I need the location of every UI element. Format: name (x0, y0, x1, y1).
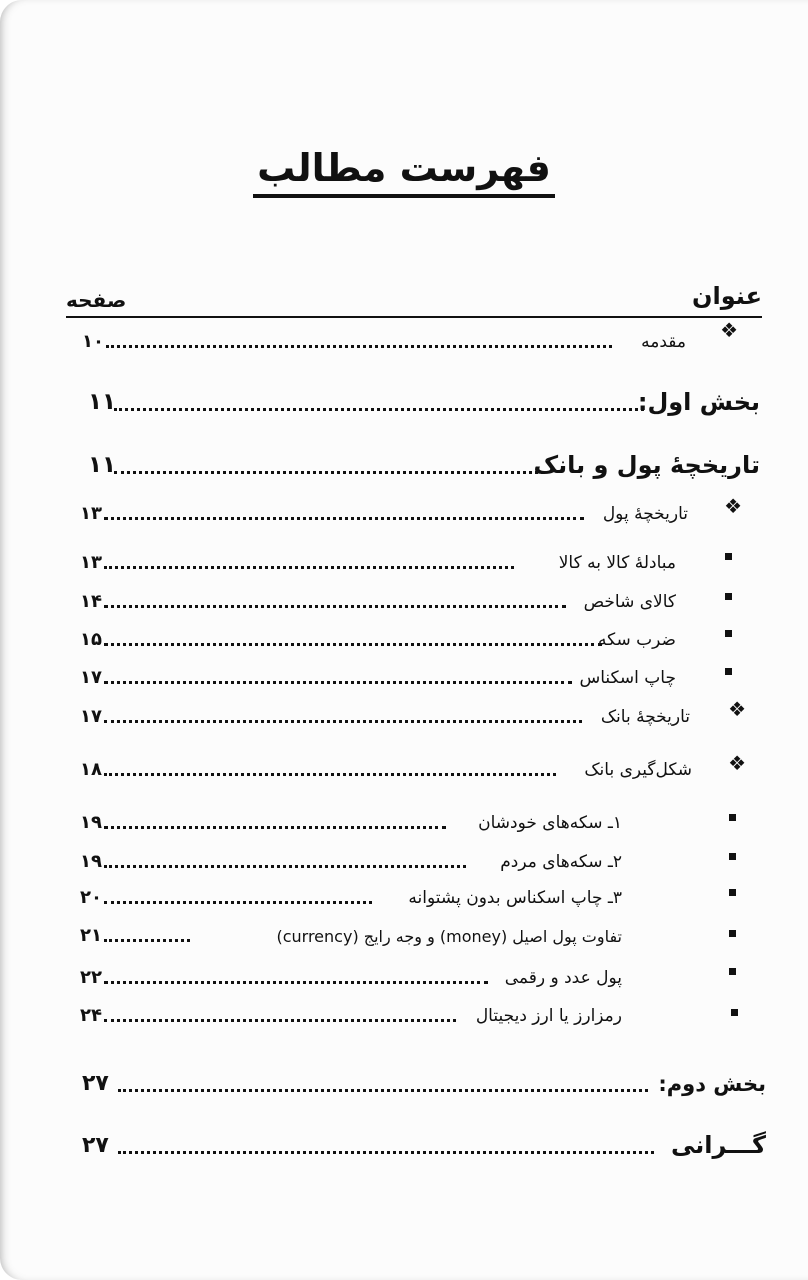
square-bullet-icon (729, 968, 736, 975)
dot-leader (104, 1019, 456, 1022)
toc-entry-title: کالای شاخص (583, 592, 676, 613)
toc-section[interactable] (88, 385, 760, 417)
toc-entry[interactable] (80, 996, 622, 1028)
diamond-bullet-icon: ❖ (728, 697, 746, 721)
dot-leader (104, 901, 372, 904)
toc-entry-page: ۱۹ (80, 812, 102, 834)
dot-leader (118, 1151, 654, 1154)
toc-entry[interactable] (80, 878, 622, 910)
square-bullet-icon (729, 814, 736, 821)
dot-leader (106, 345, 612, 348)
toc-entry-title: ۱ـ سکه‌های خودشان (478, 813, 622, 834)
toc-entry-page: ۱۰ (82, 331, 104, 353)
dot-leader (104, 939, 190, 942)
square-bullet-icon (725, 630, 732, 637)
toc-entry[interactable] (82, 322, 686, 354)
toc-entry-title: مقدمه (641, 332, 686, 353)
dot-leader (118, 1089, 648, 1092)
toc-entry-title: ۳ـ چاپ اسکناس بدون پشتوانه (408, 888, 622, 909)
toc-entry-title: بخش اول: (637, 387, 760, 416)
toc-entry[interactable] (80, 697, 690, 729)
toc-entry-page: ۱۳ (80, 552, 102, 574)
toc-entry-title: بخش دوم: (658, 1071, 766, 1096)
toc-entry-title: چاپ اسکناس (579, 668, 676, 689)
dot-leader (104, 773, 556, 776)
toc-entry-title: پول عدد و رقمی (504, 968, 622, 989)
diamond-bullet-icon: ❖ (720, 318, 738, 342)
toc-entry[interactable] (80, 494, 688, 526)
toc-entry-title: تاریخچۀ پول و بانک (533, 450, 760, 479)
toc-entry-page: ۲۴ (80, 1005, 102, 1027)
square-bullet-icon (729, 930, 736, 937)
toc-entry-title: مبادلۀ کالا به کالا (558, 553, 676, 574)
dot-leader (114, 471, 544, 474)
toc-entry[interactable] (80, 658, 676, 690)
toc-entry-page: ۱۷ (80, 667, 102, 689)
dot-leader (104, 826, 446, 829)
toc-entry-title: شکل‌گیری بانک (584, 760, 692, 781)
toc-section[interactable] (82, 1066, 766, 1098)
toc-entry[interactable] (80, 803, 622, 835)
square-bullet-icon (731, 1009, 738, 1016)
dot-leader (104, 643, 602, 646)
square-bullet-icon (725, 553, 732, 560)
toc-entry-page: ۲۰ (80, 887, 102, 909)
square-bullet-icon (725, 593, 732, 600)
toc-entry-page: ۱۷ (80, 706, 102, 728)
toc-entry[interactable] (80, 916, 622, 948)
dot-leader (104, 720, 582, 723)
dot-leader (114, 408, 644, 411)
toc-entry-title: تاریخچۀ پول (602, 504, 688, 525)
diamond-bullet-icon: ❖ (728, 751, 746, 775)
dot-leader (104, 566, 514, 569)
toc-entry-page: ۲۱ (80, 925, 102, 947)
dot-leader (104, 681, 572, 684)
toc-entry-page: ۱۱ (88, 388, 117, 415)
toc-entry-title: تفاوت پول اصیل (money) و وجه رایج (currency) (276, 927, 622, 947)
page-title: فهرست مطالب (253, 148, 555, 198)
toc-entry[interactable] (80, 750, 692, 782)
toc-entry-page: ۱۹ (80, 851, 102, 873)
toc-entry-page: ۱۱ (88, 451, 117, 478)
diamond-bullet-icon: ❖ (724, 494, 742, 518)
page-column-header: صفحه (66, 288, 127, 312)
square-bullet-icon (729, 889, 736, 896)
dot-leader (104, 605, 566, 608)
toc-entry[interactable] (80, 958, 622, 990)
toc-entry-title: ضرب سکه (598, 630, 676, 651)
title-column-header: عنوان (692, 282, 762, 310)
toc-entry-title: ۲ـ سکه‌های مردم (500, 852, 622, 873)
square-bullet-icon (725, 668, 732, 675)
toc-entry-page: ۲۷ (82, 1132, 109, 1158)
page-title-wrap (0, 148, 808, 198)
toc-entry-title: گـــرانی (670, 1130, 766, 1159)
toc-entry[interactable] (80, 582, 676, 614)
toc-entry[interactable] (80, 543, 676, 575)
toc-entry-page: ۲۲ (80, 967, 102, 989)
dot-leader (104, 865, 466, 868)
toc-entry-title: رمزارز یا ارز دیجیتال (475, 1006, 622, 1027)
toc-entry-page: ۱۵ (80, 629, 102, 651)
toc-chapter[interactable] (88, 448, 760, 480)
toc-entry[interactable] (80, 620, 676, 652)
toc-section[interactable] (82, 1128, 766, 1160)
toc-header (66, 282, 762, 318)
toc-entry-page: ۱۸ (80, 759, 102, 781)
dot-leader (104, 517, 584, 520)
toc-entry-title: تاریخچۀ بانک (600, 707, 690, 728)
square-bullet-icon (729, 853, 736, 860)
dot-leader (104, 981, 488, 984)
toc-entry-page: ۲۷ (82, 1070, 109, 1096)
toc-entry-page: ۱۴ (80, 591, 102, 613)
toc-entry-page: ۱۳ (80, 503, 102, 525)
toc-entry[interactable] (80, 842, 622, 874)
